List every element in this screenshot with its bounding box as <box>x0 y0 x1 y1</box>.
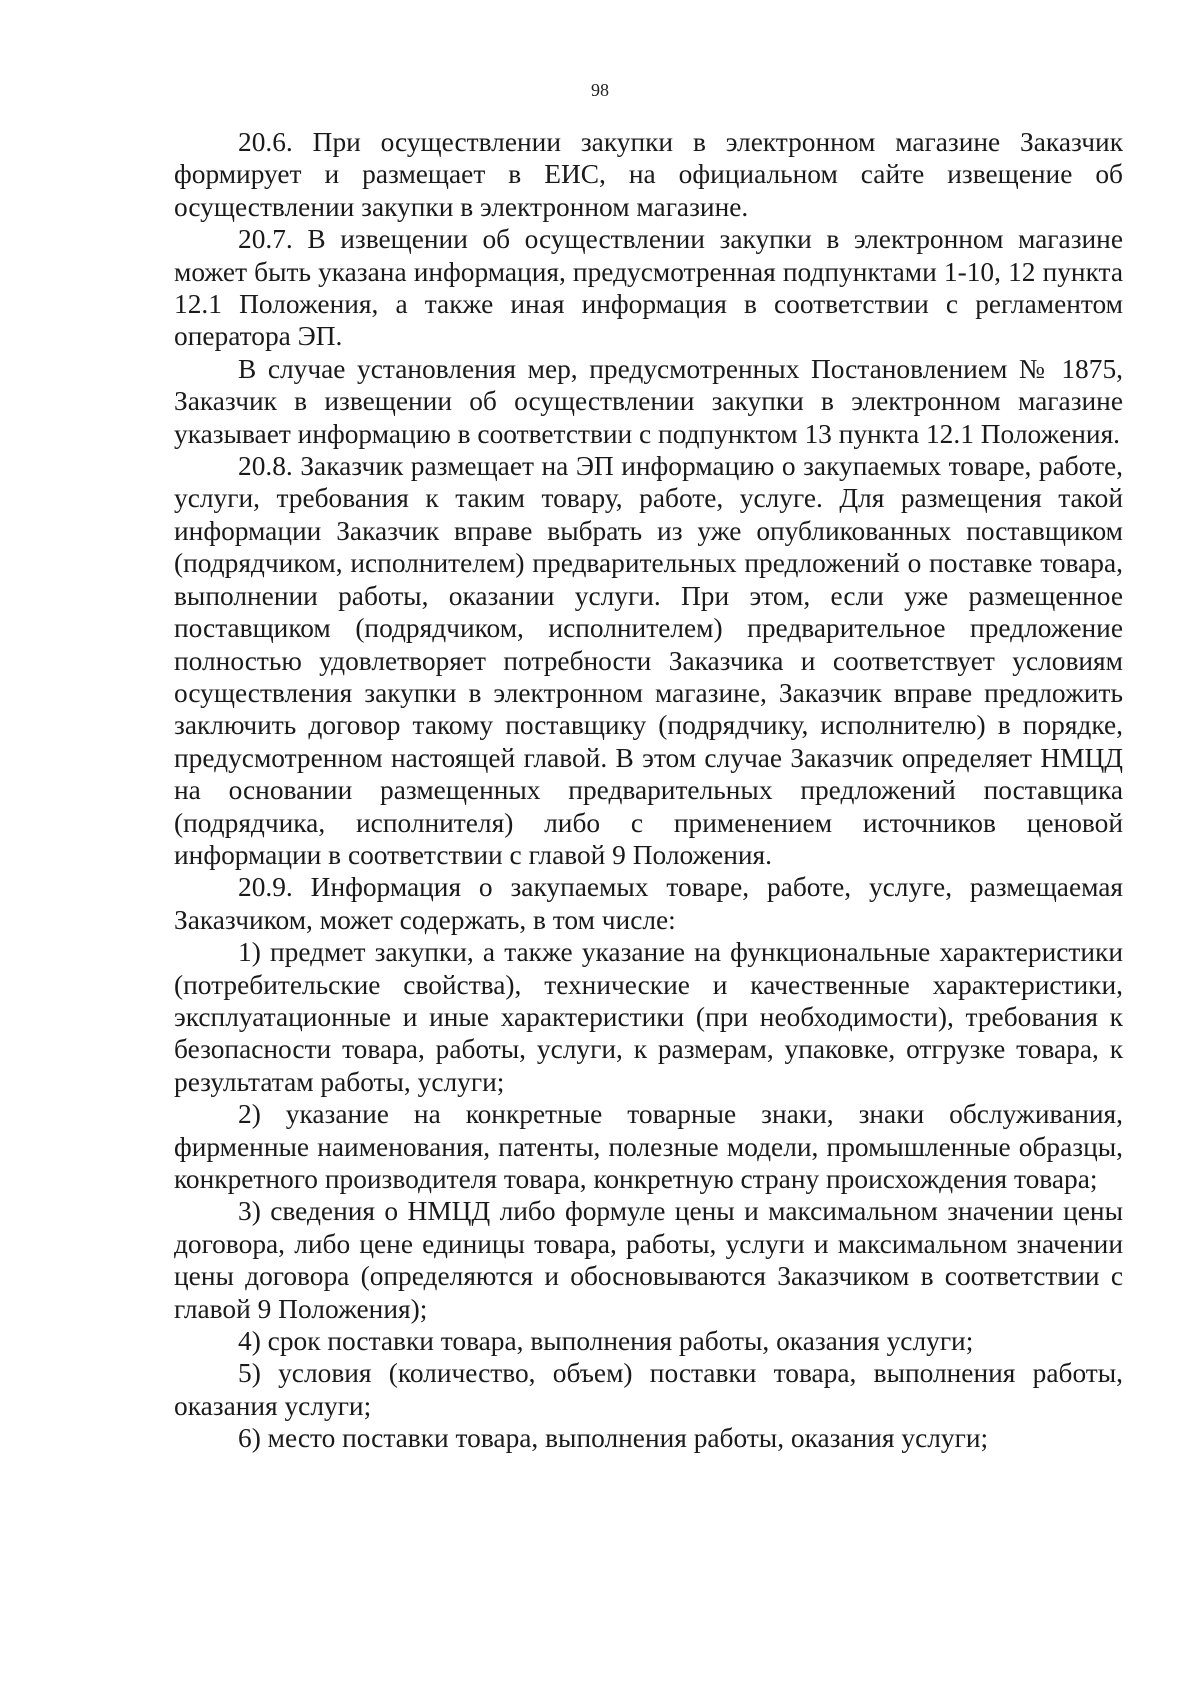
paragraph-20-7: 20.7. В извещении об осуществлении закупки в электронном магазине может быть указана информация, предусмотренная подпунктами 1-10, 12 пункта 12.1 Положения, а также иная информация в соответствии с регламентом оператора ЭП. <box>174 224 1123 352</box>
list-item-2: 2) указание на конкретные товарные знаки, знаки обслуживания, фирменные наименования, патенты, полезные модели, промышленные образцы, конкретного производителя товара, конкретную страну происхождения товара; <box>174 1099 1123 1194</box>
document-body <box>174 126 1123 1455</box>
paragraph-20-6: 20.6. При осуществлении закупки в электронном магазине Заказчик формирует и размещает в ЕИС, на официальном сайте извещение об осуществлении закупки в электронном магазине. <box>174 127 1123 222</box>
list-item-6: 6) место поставки товара, выполнения работы, оказания услуги; <box>238 1423 989 1454</box>
list-item-5: 5) условия (количество, объем) поставки товара, выполнения работы, оказания услуги; <box>174 1358 1123 1421</box>
page-number: 98 <box>591 80 609 100</box>
list-item-3: 3) сведения о НМЦД либо формуле цены и максимальном значении цены договора, либо цене единицы товара, работы, услуги и максимальном значении цены договора (определяются и обосновываются Заказчиком в соответствии с главой 9 Положения); <box>174 1196 1123 1324</box>
paragraph-20-8: 20.8. Заказчик размещает на ЭП информацию о закупаемых товаре, работе, услуги, требования к таким товару, работе, услуге. Для размещения такой информации Заказчик вправе выбрать из уже опубликованных поставщиком (подрядчиком, исполнителем) предварительных предложений о поставке товара, выполнении работы, оказании услуги. При этом, если уже размещенное поставщиком (подрядчиком, исполнителем) предварительное предложение полностью удовлетворяет потребности Заказчика и соответствует условиям осуществления закупки в электронном магазине, Заказчик вправе предложить заключить договор такому поставщику (подрядчику, исполнителю) в порядке, предусмотренном настоящей главой. В этом случае Заказчик определяет НМЦД на основании размещенных предварительных предложений поставщика (подрядчика, исполнителя) либо с применением источников ценовой информации в соответствии с главой 9 Положения. <box>174 451 1123 870</box>
list-item-4: 4) срок поставки товара, выполнения работы, оказания услуги; <box>238 1326 974 1357</box>
paragraph-20-9: 20.9. Информация о закупаемых товаре, работе, услуге, размещаемая Заказчиком, может содержать, в том числе: <box>174 872 1123 935</box>
list-item-1: 1) предмет закупки, а также указание на функциональные характеристики (потребительские свойства), технические и качественные характеристики, эксплуатационные и иные характеристики (при необходимости), требования к безопасности товара, работы, услуги, к размерам, упаковке, отгрузке товара, к результатам работы, услуги; <box>174 937 1123 1097</box>
paragraph-measures-1875: В случае установления мер, предусмотренных Постановлением № 1875, Заказчик в извещении об осуществлении закупки в электронном магазине указывает информацию в соответствии с подпунктом 13 пункта 12.1 Положения. <box>174 353 1123 449</box>
